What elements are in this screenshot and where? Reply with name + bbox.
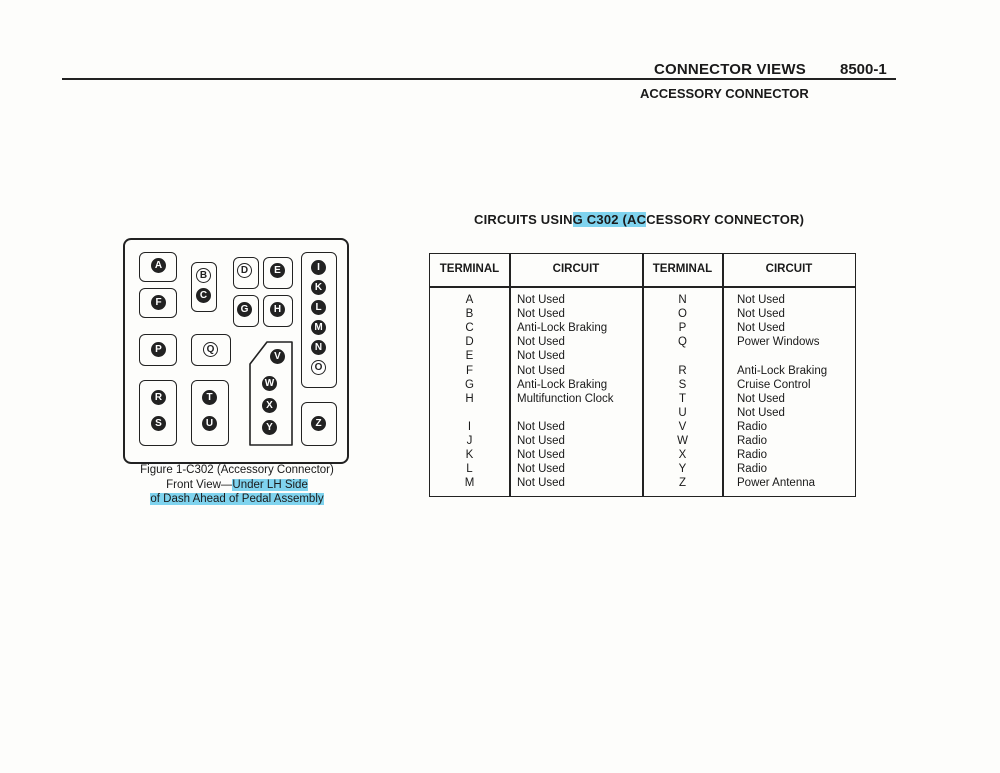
table-title-part2: CESSORY CONNECTOR)	[646, 212, 805, 227]
terminal-cell: Q	[678, 336, 687, 349]
circuit-cell: Not Used	[517, 350, 565, 363]
circuit-cell: Not Used	[737, 294, 785, 306]
terminal-cell: M	[464, 477, 475, 490]
terminal-cell: X	[678, 449, 687, 462]
terminal-cell: D	[465, 336, 474, 349]
circuit-cell: Not Used	[517, 477, 565, 490]
header-terminal-left: TERMINAL	[439, 263, 500, 275]
terminal-cell: K	[465, 449, 474, 462]
header-terminal-right: TERMINAL	[652, 263, 713, 275]
terminal-cell: J	[466, 435, 473, 447]
connector-diagram	[123, 238, 349, 464]
pin-x: X	[262, 398, 277, 413]
circuit-table	[429, 253, 856, 497]
terminal-cell: U	[678, 406, 687, 419]
terminal-cell: W	[677, 435, 688, 447]
pin-f: F	[151, 295, 166, 310]
header-rule	[62, 78, 896, 80]
circuit-cell: Radio	[737, 463, 768, 476]
circuit-cell: Not Used	[517, 308, 565, 321]
col-divider-3	[722, 254, 724, 496]
pin-q: Q	[203, 342, 218, 357]
terminal-cell: O	[678, 308, 687, 321]
circuit-cell: Multifunction Clock	[517, 392, 614, 405]
page-number: 8500-1	[840, 61, 887, 78]
table-title	[474, 212, 804, 227]
terminal-cell: A	[465, 294, 474, 306]
terminal-cell: Z	[678, 477, 687, 490]
pin-p: P	[151, 342, 166, 357]
terminal-cell: V	[678, 420, 687, 433]
pin-b: B	[196, 268, 211, 283]
terminal-cell: B	[465, 308, 474, 321]
pin-s: S	[151, 416, 166, 431]
terminal-cell: R	[678, 364, 687, 377]
circuit-cell: Anti-Lock Braking	[737, 364, 828, 377]
circuit-cell: Radio	[737, 435, 768, 447]
terminal-cell: H	[465, 392, 474, 405]
caption-line-2	[118, 478, 356, 493]
pin-t: T	[202, 390, 217, 405]
terminal-cell: F	[465, 364, 474, 377]
section-subtitle: ACCESSORY CONNECTOR	[640, 86, 809, 101]
terminal-cell: N	[678, 294, 687, 306]
pin-e: E	[270, 263, 285, 278]
terminal-cell: T	[678, 392, 687, 405]
circuit-cell: Not Used	[737, 308, 785, 321]
circuit-cell: Not Used	[517, 449, 565, 462]
pin-k: K	[311, 280, 326, 295]
pin-o: O	[311, 360, 326, 375]
pin-l: L	[311, 300, 326, 315]
circuit-cell: Radio	[737, 420, 768, 433]
pin-z: Z	[311, 416, 326, 431]
caption-line-3	[118, 492, 356, 507]
caption-line-2-highlight: Under LH Side	[232, 478, 308, 491]
pin-r: R	[151, 390, 166, 405]
circuit-cell: Power Antenna	[737, 477, 816, 490]
circuit-cell: Power Windows	[737, 336, 820, 349]
terminal-cell: L	[466, 463, 473, 476]
col-divider-1	[509, 254, 511, 496]
table-title-highlight: G C302 (AC	[572, 212, 647, 227]
terminal-cell: C	[465, 322, 474, 335]
pin-v: V	[270, 349, 285, 364]
terminal-cell: G	[465, 378, 474, 391]
circuit-cell: Not Used	[517, 294, 565, 306]
terminal-cell: E	[465, 350, 474, 363]
circuit-cell: Not Used	[517, 463, 565, 476]
caption-line-1: Figure 1-C302 (Accessory Connector)	[140, 464, 334, 476]
pin-c: C	[196, 288, 211, 303]
circuit-cell: Anti-Lock Braking	[517, 378, 608, 391]
pin-g: G	[237, 302, 252, 317]
header-circuit-left: CIRCUIT	[552, 263, 600, 275]
circuit-cell: Not Used	[737, 406, 785, 419]
pin-a: A	[151, 258, 166, 273]
pin-y: Y	[262, 420, 277, 435]
terminal-cell: Y	[678, 463, 687, 476]
header-circuit-right: CIRCUIT	[765, 263, 813, 275]
circuit-cell: Cruise Control	[737, 378, 811, 391]
terminal-cell: P	[678, 322, 687, 335]
circuit-cell: Not Used	[517, 364, 565, 377]
pin-h: H	[270, 302, 285, 317]
pin-m: M	[311, 320, 326, 335]
circuit-cell: Not Used	[517, 336, 565, 349]
header-divider	[430, 286, 855, 288]
terminal-cell: I	[467, 420, 472, 433]
caption-line-3-highlight: of Dash Ahead of Pedal Assembly	[150, 493, 324, 505]
pin-d: D	[237, 263, 252, 278]
pin-i: I	[311, 260, 326, 275]
table-title-part1: CIRCUITS USIN	[474, 212, 573, 227]
figure-caption	[118, 463, 356, 507]
circuit-cell: Not Used	[517, 420, 565, 433]
pin-n: N	[311, 340, 326, 355]
pin-u: U	[202, 416, 217, 431]
circuit-cell: Not Used	[737, 322, 785, 335]
caption-line-2-text: Front View—	[166, 478, 233, 491]
section-title: CONNECTOR VIEWS	[654, 61, 806, 78]
terminal-cell: S	[678, 378, 687, 391]
pin-w: W	[262, 376, 277, 391]
circuit-cell: Anti-Lock Braking	[517, 322, 608, 335]
circuit-cell: Radio	[737, 449, 768, 462]
circuit-cell: Not Used	[737, 392, 785, 405]
circuit-cell: Not Used	[517, 435, 565, 447]
